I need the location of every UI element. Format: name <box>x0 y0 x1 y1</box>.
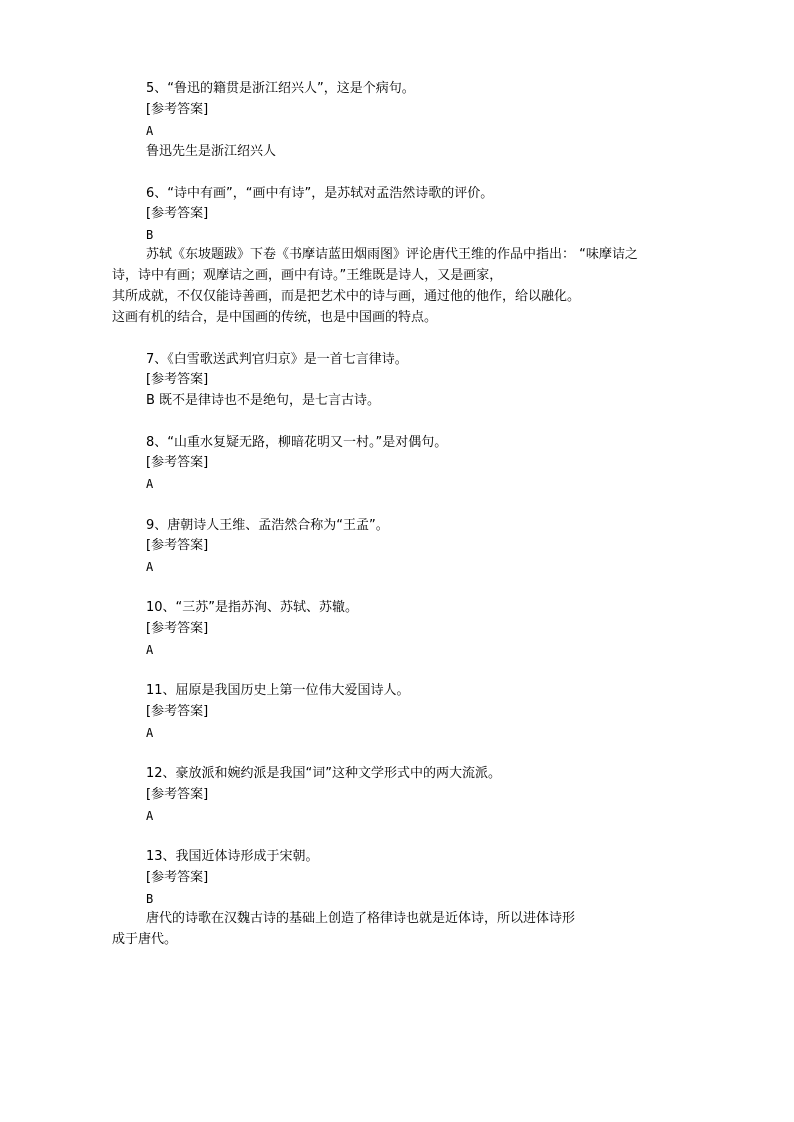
reference-answer-label: [参考答案] <box>146 455 209 470</box>
answer: A <box>146 477 154 491</box>
reference-answer-label: [参考答案] <box>146 538 209 553</box>
explanation-line: 这画有机的结合，是中国画的传统，也是中国画的特点。 <box>112 310 438 325</box>
question-stem: 8、“山重水复疑无路，柳暗花明又一村。”是对偶句。 <box>146 435 448 450</box>
question-stem: 10、“三苏”是指苏洵、苏轼、苏辙。 <box>146 600 359 615</box>
reference-answer-label: [参考答案] <box>146 787 209 802</box>
question-stem: 5、“鲁迅的籍贯是浙江绍兴人”，这是个病句。 <box>146 81 415 96</box>
answer: A <box>146 643 154 657</box>
explanation-line: 唐代的诗歌在汉魏古诗的基础上创造了格律诗也就是近体诗，所以进体诗形 <box>146 911 576 926</box>
question-stem: 12、豪放派和婉约派是我国“词”这种文学形式中的两大流派。 <box>146 766 502 781</box>
reference-answer-label: [参考答案] <box>146 372 209 387</box>
answer: B <box>146 892 154 906</box>
explanation-line: 鲁迅先生是浙江绍兴人 <box>146 144 277 159</box>
reference-answer-label: [参考答案] <box>146 621 209 636</box>
answer: B <box>146 228 154 242</box>
answer: A <box>146 809 154 823</box>
reference-answer-label: [参考答案] <box>146 102 209 117</box>
question-stem: 13、我国近体诗形成于宋朝。 <box>146 849 319 864</box>
answer: B 既不是律诗也不是绝句，是七言古诗。 <box>146 393 381 408</box>
reference-answer-label: [参考答案] <box>146 870 209 885</box>
question-stem: 6、“诗中有画”，“画中有诗”，是苏轼对孟浩然诗歌的评价。 <box>146 186 494 201</box>
explanation-line: 苏轼《东坡题跋》下卷《书摩诘蓝田烟雨图》评论唐代王维的作品中指出： “味摩诘之 <box>146 247 638 262</box>
explanation-line: 诗，诗中有画；观摩诘之画，画中有诗。”王维既是诗人，又是画家， <box>112 268 503 283</box>
reference-answer-label: [参考答案] <box>146 206 209 221</box>
reference-answer-label: [参考答案] <box>146 704 209 719</box>
explanation-line: 成于唐代。 <box>112 932 178 947</box>
answer: A <box>146 726 154 740</box>
answer: A <box>146 124 154 138</box>
answer: A <box>146 560 154 574</box>
explanation-line: 其所成就，不仅仅能诗善画，而是把艺术中的诗与画，通过他的他作，给以融化。 <box>112 289 581 304</box>
question-stem: 11、屈原是我国历史上第一位伟大爱国诗人。 <box>146 683 410 698</box>
question-stem: 7、《白雪歌送武判官归京》是一首七言律诗。 <box>146 352 408 367</box>
question-stem: 9、唐朝诗人王维、孟浩然合称为“王孟”。 <box>146 518 389 533</box>
